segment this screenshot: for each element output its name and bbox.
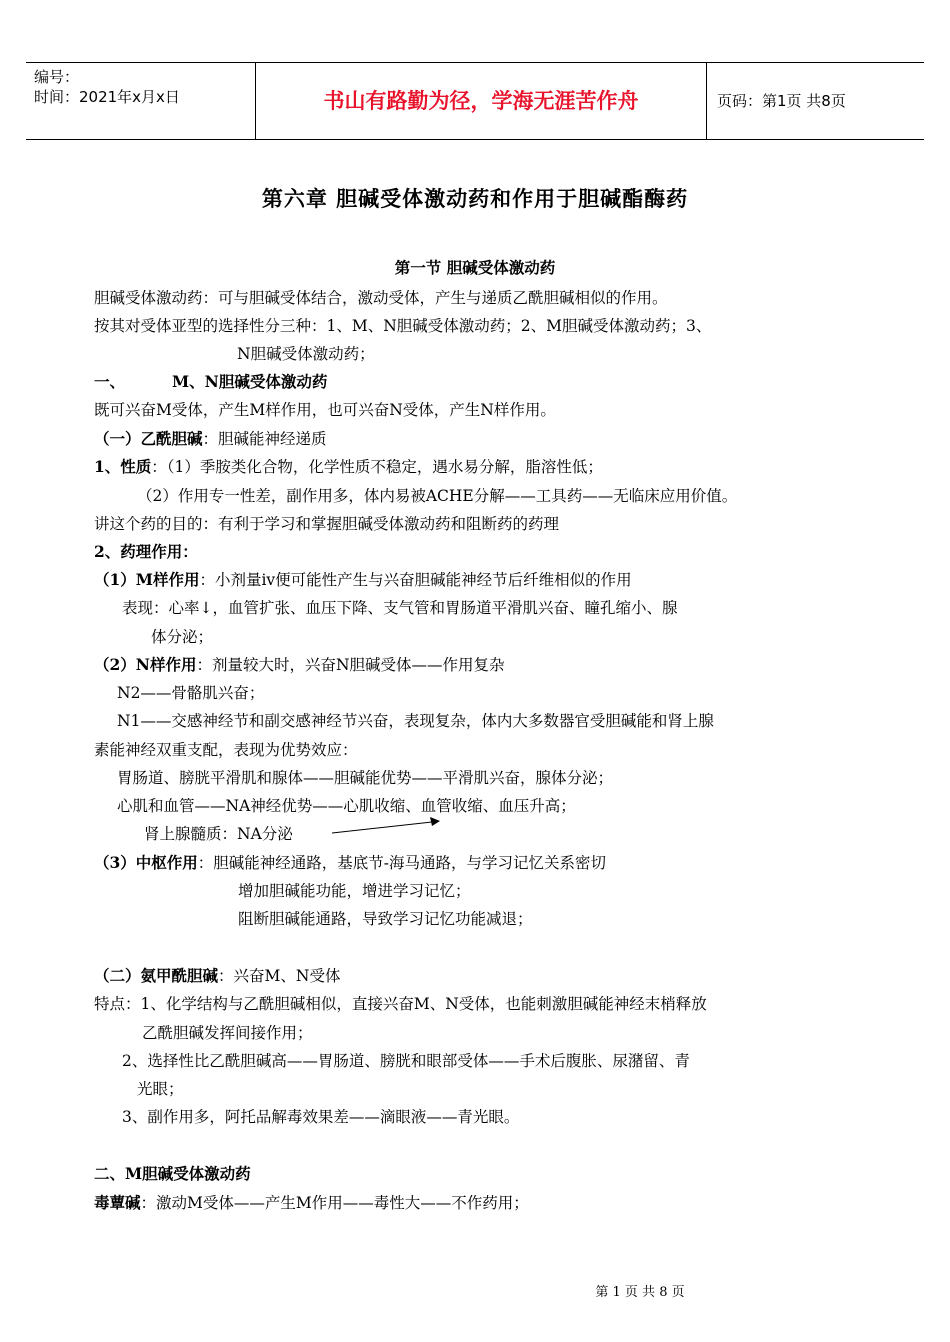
paragraph-line: 乙酰胆碱发挥间接作用； bbox=[142, 1024, 313, 1042]
paragraph-line: 体分泌； bbox=[151, 628, 214, 646]
page-footer: 第 1 页 共 8 页 bbox=[595, 1285, 685, 1300]
heading: M、N胆碱受体激动药 bbox=[172, 372, 328, 391]
paragraph-line: 毒蕈碱：激动M受体——产生M作用——毒性大——不作药用； bbox=[94, 1193, 529, 1212]
paragraph-line: N1——交感神经节和副交感神经节兴奋，表现复杂，体内大多数器官受胆碱能和肾上腺 bbox=[117, 712, 714, 730]
section-title: 第一节 胆碱受体激动药 bbox=[394, 258, 556, 277]
paragraph-line: N2——骨骼肌兴奋； bbox=[117, 684, 265, 702]
header-motto: 书山有路勤为径，学海无涯苦作舟 bbox=[255, 63, 707, 139]
paragraph-line: 阻断胆碱能通路，导致学习记忆功能减退； bbox=[238, 910, 533, 928]
paragraph-line: N胆碱受体激动药； bbox=[237, 345, 375, 363]
paragraph-line: 胆碱受体激动药：可与胆碱受体结合，激动受体，产生与递质乙酰胆碱相似的作用。 bbox=[94, 289, 668, 307]
subheading: 2、药理作用： bbox=[94, 542, 198, 561]
paragraph-line: （一）乙酰胆碱：胆碱能神经递质 bbox=[94, 429, 327, 448]
header-page-code: 页码：第1页 共8页 bbox=[717, 92, 846, 110]
paragraph-line: 素能神经双重支配，表现为优势效应： bbox=[94, 741, 358, 759]
paragraph-line: 特点：1、化学结构与乙酰胆碱相似，直接兴奋M、N受体，也能刺激胆碱能神经末梢释放 bbox=[94, 995, 707, 1013]
paragraph-line: 既可兴奋M受体，产生M样作用，也可兴奋N受体，产生N样作用。 bbox=[94, 401, 556, 419]
paragraph-line: （1）M样作用：小剂量iv便可能性产生与兴奋胆碱能神经节后纤维相似的作用 bbox=[94, 570, 632, 589]
paragraph-line: （2）N样作用：剂量较大时，兴奋N胆碱受体——作用复杂 bbox=[94, 655, 505, 674]
paragraph-line: 心肌和血管——NA神经优势——心肌收缩、血管收缩、血压升高； bbox=[117, 797, 576, 815]
number-label: 编号： bbox=[34, 68, 80, 86]
paragraph-line: 3、副作用多，阿托品解毒效果差——滴眼液——青光眼。 bbox=[122, 1108, 520, 1126]
paragraph-line: （二）氨甲酰胆碱：兴奋M、N受体 bbox=[94, 966, 341, 985]
subheading: 毒蕈碱 bbox=[94, 1193, 141, 1212]
paragraph-line: 按其对受体亚型的选择性分三种：1、M、N胆碱受体激动药；2、M胆碱受体激动药；3、 bbox=[94, 317, 712, 335]
page-header bbox=[26, 62, 924, 140]
paragraph-line: 2、选择性比乙酰胆碱高——胃肠道、膀胱和眼部受体——手术后腹胀、尿潴留、青 bbox=[122, 1052, 690, 1070]
paragraph-line: 光眼； bbox=[137, 1080, 184, 1098]
paragraph-line: 肾上腺髓质：NA分泌 bbox=[144, 825, 293, 843]
time-label: 时间：2021年x月x日 bbox=[34, 88, 180, 106]
paragraph-line: 胃肠道、膀胱平滑肌和腺体——胆碱能优势——平滑肌兴奋，腺体分泌； bbox=[117, 769, 614, 787]
heading: 二、M胆碱受体激动药 bbox=[94, 1164, 251, 1183]
paragraph-line: 1、性质：（1）季胺类化合物，化学性质不稳定，遇水易分解，脂溶性低； bbox=[94, 457, 603, 476]
paragraph-line: 表现：心率↓，血管扩张、血压下降、支气管和胃肠道平滑肌兴奋、瞳孔缩小、腺 bbox=[122, 599, 678, 617]
header-meta bbox=[26, 63, 255, 139]
paragraph-line: （3）中枢作用：胆碱能神经通路，基底节-海马通路，与学习记忆关系密切 bbox=[94, 853, 607, 872]
subheading: （一）乙酰胆碱 bbox=[94, 429, 203, 448]
arrow-icon bbox=[330, 814, 445, 838]
paragraph-line: （2）作用专一性差，副作用多，体内易被ACHE分解——工具药——无临床应用价值。 bbox=[137, 487, 738, 505]
paragraph-line: 增加胆碱能功能，增进学习记忆； bbox=[238, 882, 471, 900]
chapter-title: 第六章 胆碱受体激动药和作用于胆碱酯酶药 bbox=[261, 187, 689, 211]
subheading: （1）M样作用 bbox=[94, 570, 200, 589]
subheading: （二）氨甲酰胆碱 bbox=[94, 966, 219, 985]
subheading: （2）N样作用 bbox=[94, 655, 197, 674]
heading-number: 一、 bbox=[94, 372, 126, 391]
paragraph-line: 讲这个药的目的：有利于学习和掌握胆碱受体激动药和阻断药的药理 bbox=[94, 515, 560, 533]
subheading: （3）中枢作用 bbox=[94, 853, 198, 872]
subheading: 1、性质 bbox=[94, 457, 152, 476]
